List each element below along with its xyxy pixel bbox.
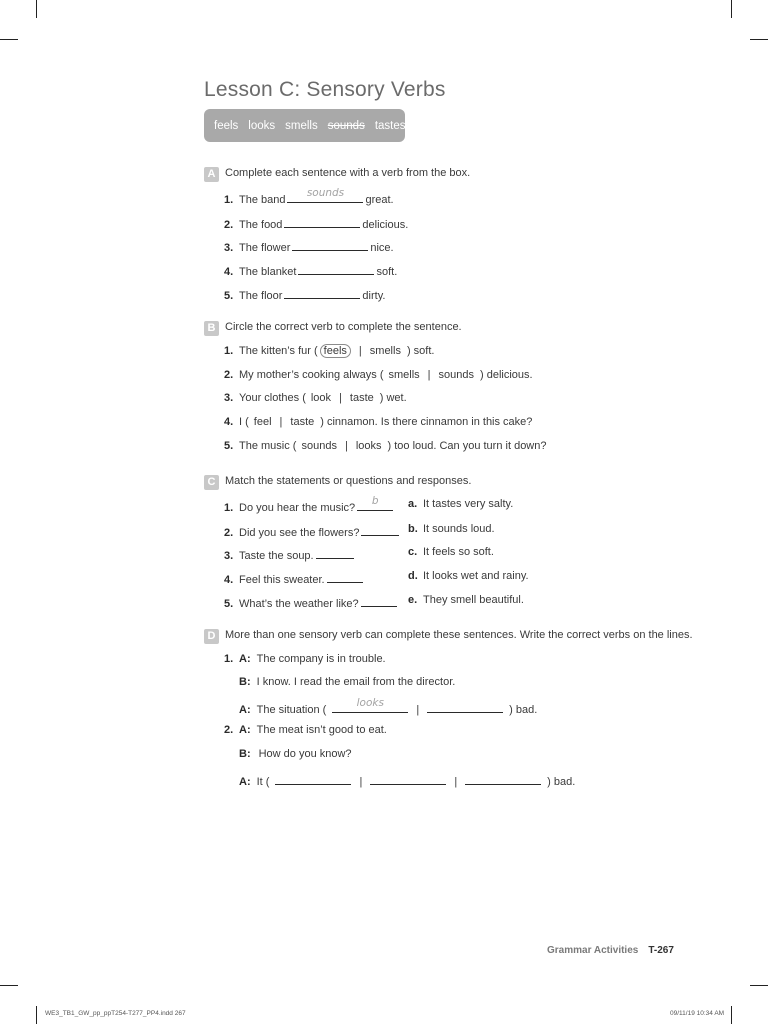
section-b-item: 4. I ( feel | taste ) cinnamon. Is there cinnamon in this cake? [224,416,533,428]
section-d-line: 2. A: The meat isn’t good to eat. [224,724,387,736]
answer-blank[interactable] [284,286,360,299]
answer-blank[interactable] [327,570,363,583]
section-c-response: d. It looks wet and rainy. [408,570,529,582]
crop-mark [0,39,18,40]
footer-section: Grammar Activities [547,945,639,956]
section-c-instruction: Match the statements or questions and responses. [225,475,472,487]
section-c-question: 5. What’s the weather like? [224,594,399,610]
word-box-item: tastes [374,119,406,132]
word-box-item: feels [214,119,239,132]
answer-blank[interactable] [275,772,351,785]
section-a-instruction: Complete each sentence with a verb from the box. [225,167,471,179]
answer-blank[interactable] [370,772,446,785]
section-b-item: 5. The music ( sounds | looks ) too loud. Can you turn it down? [224,440,547,452]
section-a-badge: A [204,167,219,182]
page-title: Lesson C: Sensory Verbs [204,78,446,101]
crop-mark [731,1006,732,1024]
section-c-question: 2. Did you see the flowers? [224,523,401,539]
answer-blank[interactable]: b [357,498,393,511]
section-a-item: 3. The flower nice. [224,238,394,254]
option[interactable]: smells [388,369,420,381]
section-b-item: 1. The kitten’s fur ( feels | smells ) soft. [224,345,435,357]
answer-blank[interactable] [284,215,360,228]
answer-blank[interactable] [316,546,354,559]
option[interactable]: look [310,392,332,404]
section-c-question: 1. Do you hear the music? b [224,498,395,514]
section-a-item: 1. The band sounds great. [224,187,394,206]
answer-blank[interactable] [465,772,541,785]
word-box [204,109,405,142]
section-d-line: A: It ( | | ) bad. [239,772,575,788]
section-b-item: 3. Your clothes ( look | taste ) wet. [224,392,407,404]
section-c-question: 3. Taste the soup. [224,546,356,562]
section-d-instruction: More than one sensory verb can complete these sentences. Write the correct verbs on the lines. [225,629,693,641]
section-b-badge: B [204,321,219,336]
option[interactable]: taste [290,416,315,428]
word-box-item: looks [248,119,276,132]
section-c-response: e. They smell beautiful. [408,594,524,606]
section-d-line: B: How do you know? [239,748,352,760]
file-slug: WE3_TB1_GW_pp_ppT254-T277_PP4.indd 267 [45,1010,186,1017]
answer-blank[interactable] [292,238,368,251]
option[interactable]: taste [349,392,374,404]
section-b-item: 2. My mother’s cooking always ( smells | sounds ) delicious. [224,369,533,381]
page-footer [547,945,674,956]
section-d-line: 1. A: The company is in trouble. [224,653,386,665]
word-box-item: smells [285,119,318,132]
section-d-line: B: I know. I read the email from the director. [239,676,456,688]
crop-mark [36,0,37,18]
crop-mark [750,39,768,40]
section-a-item: 4. The blanket soft. [224,262,397,278]
section-d-line: A: The situation ( looks | ) bad. [239,697,538,716]
answer-blank[interactable]: looks [332,700,408,713]
answer-blank[interactable] [298,262,374,275]
section-d-badge: D [204,629,219,644]
answer-blank[interactable] [361,594,397,607]
option[interactable]: looks [355,440,382,452]
crop-mark [36,1006,37,1024]
section-c-response: a. It tastes very salty. [408,498,514,510]
file-date: 09/11/19 10:34 AM [670,1010,725,1017]
section-a-item: 2. The food delicious. [224,215,408,231]
answer-blank[interactable]: sounds [287,190,363,203]
page-number: T-267 [648,945,674,956]
section-c-question: 4. Feel this sweater. [224,570,365,586]
option-circled[interactable]: feels [320,344,351,358]
answer-blank[interactable] [361,523,399,536]
section-a-item: 5. The floor dirty. [224,286,385,302]
section-b-instruction: Circle the correct verb to complete the sentence. [225,321,462,333]
option[interactable]: feel [253,416,272,428]
crop-mark [731,0,732,18]
option[interactable]: sounds [438,369,474,381]
option[interactable]: sounds [301,440,337,452]
section-c-response: b. It sounds loud. [408,523,495,535]
section-c-response: c. It feels so soft. [408,546,494,558]
word-box-item-struck: sounds [327,119,365,132]
crop-mark [0,985,18,986]
option[interactable]: smells [369,345,401,357]
crop-mark [750,985,768,986]
section-c-badge: C [204,475,219,490]
answer-blank[interactable] [427,700,503,713]
